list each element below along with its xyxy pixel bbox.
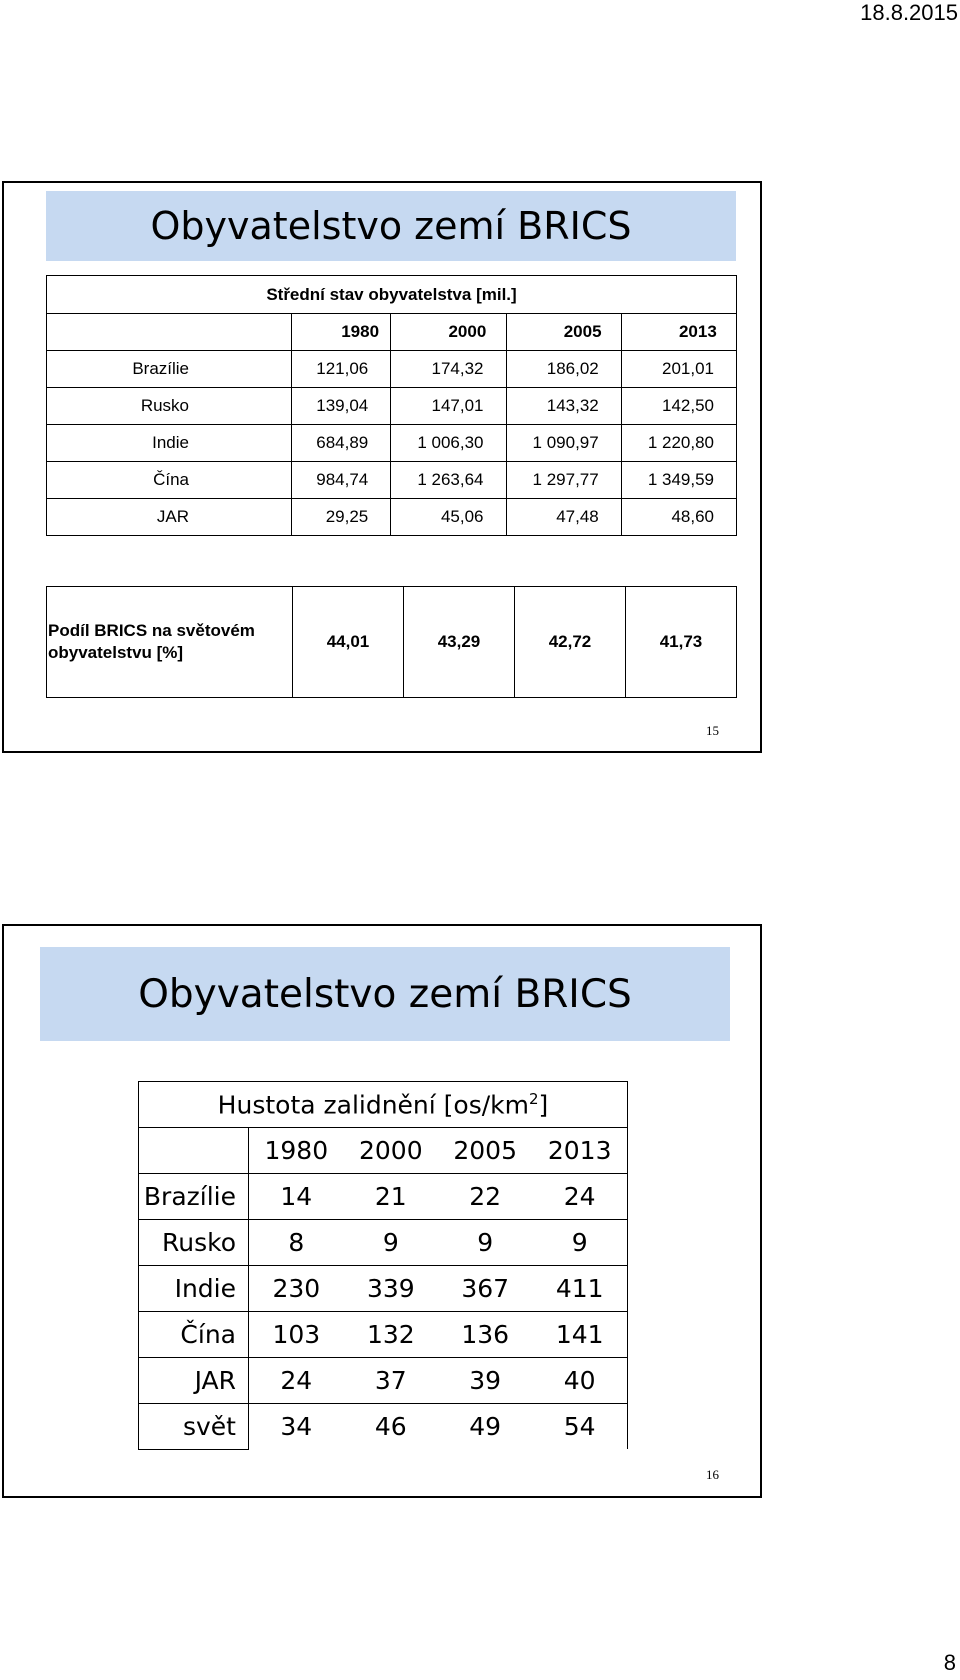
table-cell: 1 349,59 (621, 462, 736, 499)
table-row (139, 1174, 628, 1220)
table-row (139, 1358, 628, 1404)
population-table (46, 275, 737, 536)
table-cell: 21 (344, 1174, 438, 1220)
slide-title: Obyvatelstvo zemí BRICS (46, 191, 736, 261)
share-label (47, 587, 293, 698)
caption-end: ] (538, 1090, 549, 1120)
table-cell: 174,32 (391, 351, 506, 388)
table-cell: 186,02 (506, 351, 621, 388)
row-label: Rusko (139, 1220, 249, 1266)
caption-superscript: 2 (529, 1089, 539, 1108)
table-cell: 230 (249, 1266, 344, 1312)
table-cell: 139,04 (292, 388, 391, 425)
table-cell: 22 (438, 1174, 532, 1220)
table-cell: 48,60 (621, 499, 736, 536)
table-cell: 39 (438, 1358, 532, 1404)
header-date: 18.8.2015 (860, 0, 958, 25)
row-label: Rusko (47, 388, 292, 425)
table-cell: 41,73 (626, 587, 737, 698)
year-header: 1980 (292, 314, 391, 351)
table-cell: 121,06 (292, 351, 391, 388)
table-row (139, 1312, 628, 1358)
table-cell: 46 (344, 1404, 438, 1450)
table-cell: 9 (438, 1220, 532, 1266)
table-cell: 54 (532, 1404, 627, 1450)
corner-cell (139, 1128, 249, 1174)
table-row (139, 1266, 628, 1312)
year-header: 2013 (621, 314, 736, 351)
slide-number: 16 (706, 1467, 719, 1482)
table-cell: 147,01 (391, 388, 506, 425)
table-cell: 40 (532, 1358, 627, 1404)
table-cell: 1 263,64 (391, 462, 506, 499)
table-row (47, 587, 737, 698)
table-cell: 1 297,77 (506, 462, 621, 499)
table-cell: 103 (249, 1312, 344, 1358)
caption-text: Hustota zalidnění [os/km (217, 1090, 529, 1120)
slide-16 (2, 924, 762, 1498)
row-label: Brazílie (47, 351, 292, 388)
brics-share-table (46, 586, 737, 698)
density-table (138, 1081, 628, 1450)
table-cell: 9 (532, 1220, 627, 1266)
table-cell: 47,48 (506, 499, 621, 536)
table-cell: 24 (532, 1174, 627, 1220)
table-cell: 42,72 (515, 587, 626, 698)
table-cell: 34 (249, 1404, 344, 1450)
table-cell: 367 (438, 1266, 532, 1312)
table-cell: 49 (438, 1404, 532, 1450)
table-cell: 411 (532, 1266, 627, 1312)
row-label: Brazílie (139, 1174, 249, 1220)
row-label: Čína (47, 462, 292, 499)
table-cell: 43,29 (404, 587, 515, 698)
year-header: 2005 (506, 314, 621, 351)
share-label-line: Podíl BRICS na světovém (48, 621, 255, 640)
table-cell: 44,01 (293, 587, 404, 698)
table-cell: 132 (344, 1312, 438, 1358)
table-cell: 143,32 (506, 388, 621, 425)
table-caption: Střední stav obyvatelstva [mil.] (47, 276, 737, 314)
year-header: 2005 (438, 1128, 532, 1174)
share-label-line: obyvatelstvu [%] (48, 643, 184, 662)
table-cell: 136 (438, 1312, 532, 1358)
year-header: 1980 (249, 1128, 344, 1174)
table-row (139, 1220, 628, 1266)
table-row (47, 425, 737, 462)
table-cell: 29,25 (292, 499, 391, 536)
row-label: JAR (139, 1358, 249, 1404)
year-header: 2000 (391, 314, 506, 351)
table-cell: 142,50 (621, 388, 736, 425)
table-cell: 1 090,97 (506, 425, 621, 462)
page-number: 8 (943, 1650, 956, 1675)
table-row (47, 499, 737, 536)
table-caption (139, 1082, 628, 1128)
year-header: 2013 (532, 1128, 627, 1174)
table-row (47, 388, 737, 425)
row-label: Indie (139, 1266, 249, 1312)
table-row (47, 462, 737, 499)
table-cell: 1 220,80 (621, 425, 736, 462)
table-cell: 1 006,30 (391, 425, 506, 462)
table-cell: 141 (532, 1312, 627, 1358)
table-cell: 984,74 (292, 462, 391, 499)
row-label: svět (139, 1404, 249, 1450)
row-label: JAR (47, 499, 292, 536)
row-label: Indie (47, 425, 292, 462)
table-cell: 14 (249, 1174, 344, 1220)
corner-cell (47, 314, 292, 351)
table-cell: 37 (344, 1358, 438, 1404)
table-cell: 201,01 (621, 351, 736, 388)
year-header: 2000 (344, 1128, 438, 1174)
table-cell: 339 (344, 1266, 438, 1312)
table-cell: 9 (344, 1220, 438, 1266)
table-row (139, 1404, 628, 1450)
table-cell: 45,06 (391, 499, 506, 536)
slide-15 (2, 181, 762, 753)
table-cell: 8 (249, 1220, 344, 1266)
table-row (47, 351, 737, 388)
row-label: Čína (139, 1312, 249, 1358)
slide-number: 15 (706, 723, 719, 738)
table-cell: 24 (249, 1358, 344, 1404)
slide-title: Obyvatelstvo zemí BRICS (40, 947, 730, 1041)
table-cell: 684,89 (292, 425, 391, 462)
